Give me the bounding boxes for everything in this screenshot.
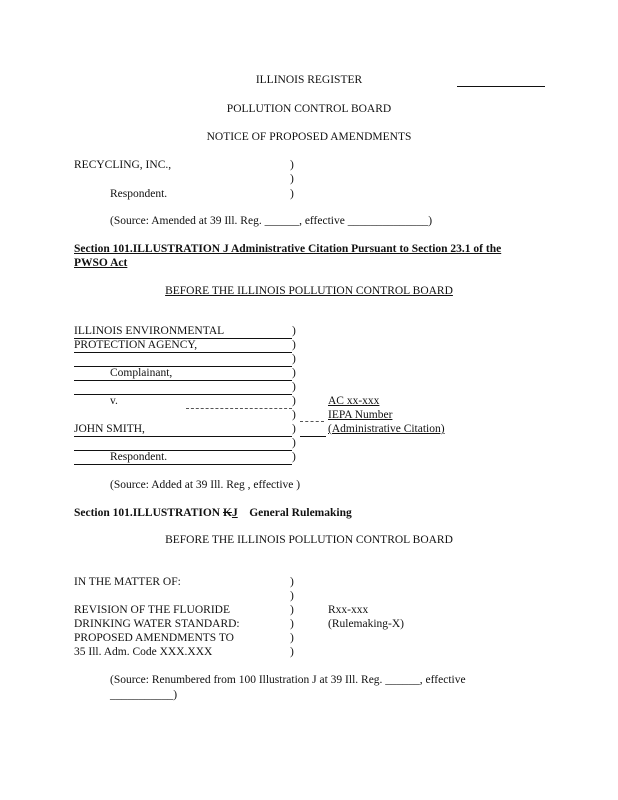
underline: [74, 464, 292, 465]
before-board-heading-2: BEFORE THE ILLINOIS POLLUTION CONTROL BOARD: [165, 534, 453, 546]
before-board-heading: BEFORE THE ILLINOIS POLLUTION CONTROL BOARD: [165, 285, 453, 297]
caption-paren: ): [292, 325, 296, 337]
section-k-source: (Source: Renumbered from 100 Illustration J at 39 Ill. Reg. ______, effective: [110, 674, 466, 686]
underline: [74, 338, 292, 339]
matter-label: IN THE MATTER OF:: [74, 576, 181, 588]
caption-paren: ): [290, 576, 294, 588]
section-heading-title: General Rulemaking: [237, 507, 352, 519]
rulemaking-type: (Rulemaking-X): [328, 618, 405, 630]
caption-paren: ): [290, 590, 294, 602]
caption-paren: ): [290, 618, 294, 630]
section-heading-prefix: Section 101.ILLUSTRATION: [74, 507, 223, 519]
caption-paren: ): [290, 188, 294, 200]
register-title: ILLINOIS REGISTER: [255, 74, 363, 86]
underline: [74, 394, 292, 395]
section-j-source: (Source: Added at 39 Ill. Reg , effective ): [110, 479, 301, 491]
caption-left-line: ILLINOIS ENVIRONMENTAL: [74, 325, 225, 337]
rulemaking-left-line: DRINKING WATER STANDARD:: [74, 618, 240, 630]
respondent-label: Respondent.: [110, 188, 168, 200]
caption-paren: ): [292, 381, 296, 393]
caption-paren: ): [290, 646, 294, 658]
caption-left-line: JOHN SMITH,: [74, 423, 145, 435]
deleted-letter: K: [223, 507, 232, 519]
page-number-line: [457, 86, 545, 87]
administrative-citation: (Administrative Citation): [328, 423, 445, 435]
inserted-letter: J: [231, 507, 238, 519]
underline: [300, 436, 326, 437]
underline: [74, 450, 292, 451]
caption-paren: ): [292, 451, 296, 463]
caption-paren: ): [292, 353, 296, 365]
rulemaking-left-line: REVISION OF THE FLUORIDE: [74, 604, 230, 616]
docket-number: Rxx-xxx: [328, 604, 369, 616]
caption-paren: ): [292, 367, 296, 379]
caption-left-line: Complainant,: [110, 367, 173, 379]
underline: [300, 421, 324, 422]
notice-title: NOTICE OF PROPOSED AMENDMENTS: [206, 131, 412, 143]
source-note: (Source: Amended at 39 Ill. Reg. ______, effective ______________): [110, 215, 433, 227]
caption-paren: ): [292, 423, 296, 435]
rulemaking-left-line: 35 Ill. Adm. Code XXX.XXX: [74, 646, 213, 658]
caption-paren: ): [290, 632, 294, 644]
section-k-source-cont: ___________): [110, 689, 178, 701]
section-j-heading: Section 101.ILLUSTRATION J Administrative Citation Pursuant to Section 23.1 of the: [74, 243, 502, 255]
underline: [74, 380, 292, 381]
board-title: POLLUTION CONTROL BOARD: [226, 103, 392, 115]
caption-left-line: v.: [110, 395, 118, 407]
rulemaking-left-line: PROPOSED AMENDMENTS TO: [74, 632, 234, 644]
iepa-number: IEPA Number: [328, 409, 393, 421]
party-name: RECYCLING, INC.,: [74, 159, 172, 171]
underline: [74, 366, 292, 367]
caption-paren: ): [292, 437, 296, 449]
caption-paren: ): [290, 604, 294, 616]
caption-paren: ): [290, 173, 294, 185]
underline: [74, 352, 292, 353]
caption-left-line: Respondent.: [110, 451, 168, 463]
caption-paren: ): [292, 395, 296, 407]
ac-number: AC xx-xxx: [328, 395, 380, 407]
caption-paren: ): [292, 339, 296, 351]
section-j-heading-cont: PWSO Act: [74, 257, 128, 269]
underline: [186, 408, 292, 409]
section-k-heading: [74, 507, 352, 520]
underline: [74, 436, 292, 437]
caption-paren: ): [290, 159, 294, 171]
caption-left-line: PROTECTION AGENCY,: [74, 339, 198, 351]
caption-paren: ): [292, 409, 296, 421]
